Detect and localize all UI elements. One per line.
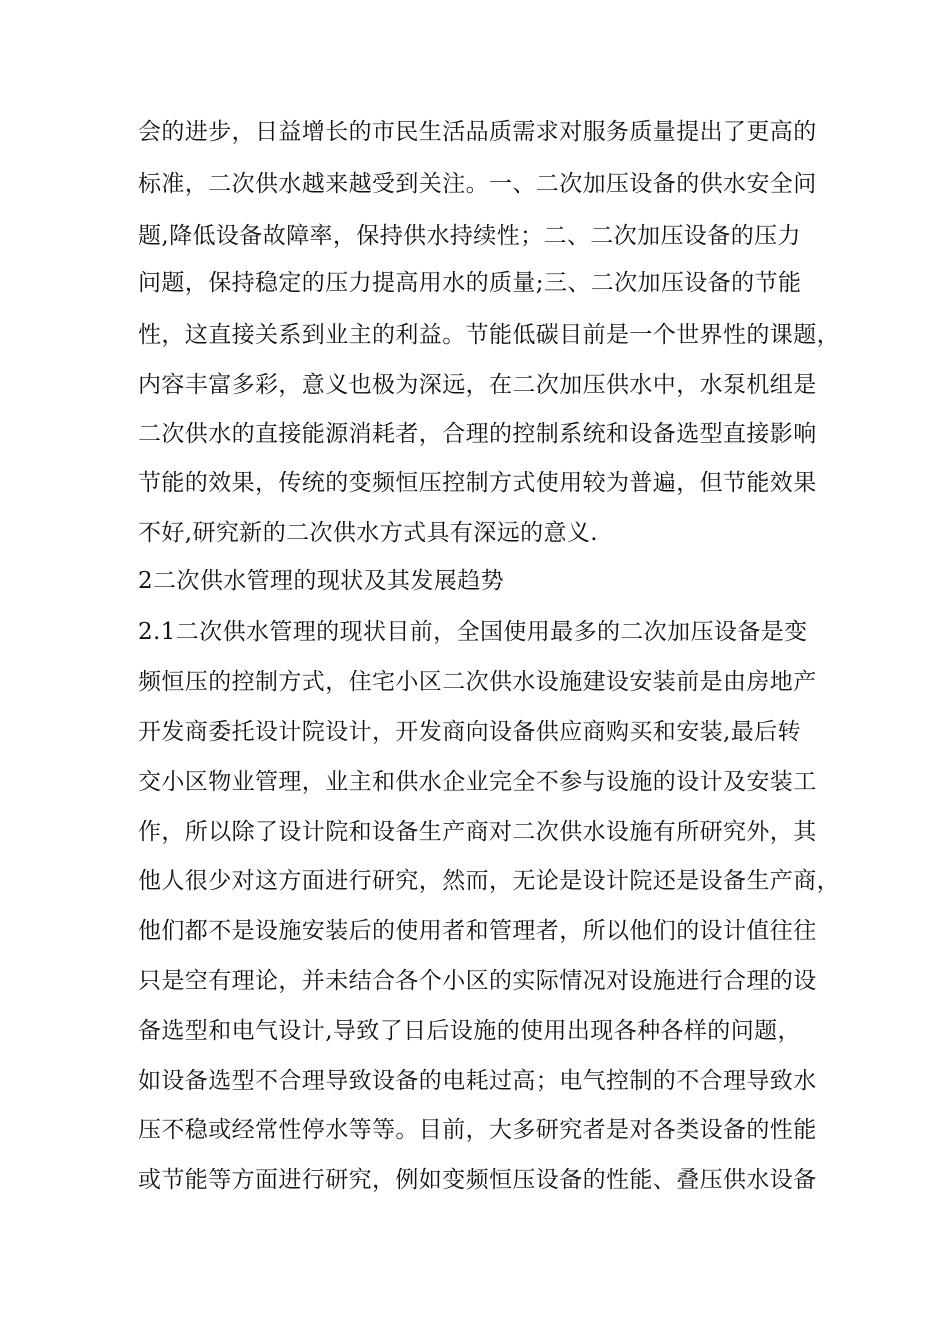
text-line-12: 频恒压的控制方式，住宅小区二次供水设施建设安装前是由房地产 [138, 669, 817, 695]
text-line-16: 他人很少对这方面进行研究，然而，无论是设计院还是设备生产商， [138, 868, 840, 894]
text-line-18: 只是空有理论，并未结合各个小区的实际情况对设施进行合理的设 [138, 968, 817, 994]
text-line-1: 会的进步，日益增长的市民生活品质需求对服务质量提出了更高的 [138, 119, 817, 145]
text-line-17: 他们都不是设施安装后的使用者和管理者，所以他们的设计值往往 [138, 918, 817, 944]
text-line-7: 二次供水的直接能源消耗者，合理的控制系统和设备选型直接影响 [138, 421, 817, 447]
text-line-14: 交小区物业管理，业主和供水企业完全不参与设施的设计及安装工 [138, 769, 817, 795]
text-line-8: 节能的效果，传统的变频恒压控制方式使用较为普遍，但节能效果 [138, 470, 817, 496]
text-line-6: 内容丰富多彩，意义也极为深远，在二次加压供水中，水泵机组是 [138, 372, 817, 398]
text-line-15: 作，所以除了设计院和设备生产商对二次供水设施有所研究外，其 [138, 819, 817, 845]
text-line-11: 2.1二次供水管理的现状目前，全国使用最多的二次加压设备是变 [138, 619, 808, 645]
text-line-2: 标准，二次供水越来越受到关注。一、二次加压设备的供水安全问 [138, 171, 817, 197]
text-line-19: 备选型和电气设计,导致了日后设施的使用出现各种各样的问题， [138, 1018, 801, 1044]
text-line-9: 不好,研究新的二次供水方式具有深远的意义. [138, 520, 599, 546]
text-line-3: 题,降低设备故障率，保持供水持续性；二、二次加压设备的压力 [138, 223, 801, 249]
text-line-5: 性，这直接关系到业主的利益。节能低碳目前是一个世界性的课题， [138, 322, 840, 348]
text-line-20: 如设备选型不合理导致设备的电耗过高；电气控制的不合理导致水 [138, 1068, 817, 1094]
section-heading: 2二次供水管理的现状及其发展趋势 [138, 568, 505, 594]
text-line-22: 或节能等方面进行研究，例如变频恒压设备的性能、叠压供水设备 [138, 1167, 817, 1193]
text-line-21: 压不稳或经常性停水等等。目前，大多研究者是对各类设备的性能 [138, 1117, 817, 1143]
text-line-13: 开发商委托设计院设计，开发商向设备供应商购买和安装,最后转 [138, 719, 801, 745]
text-line-4: 问题，保持稳定的压力提高用水的质量;三、二次加压设备的节能 [138, 270, 802, 296]
